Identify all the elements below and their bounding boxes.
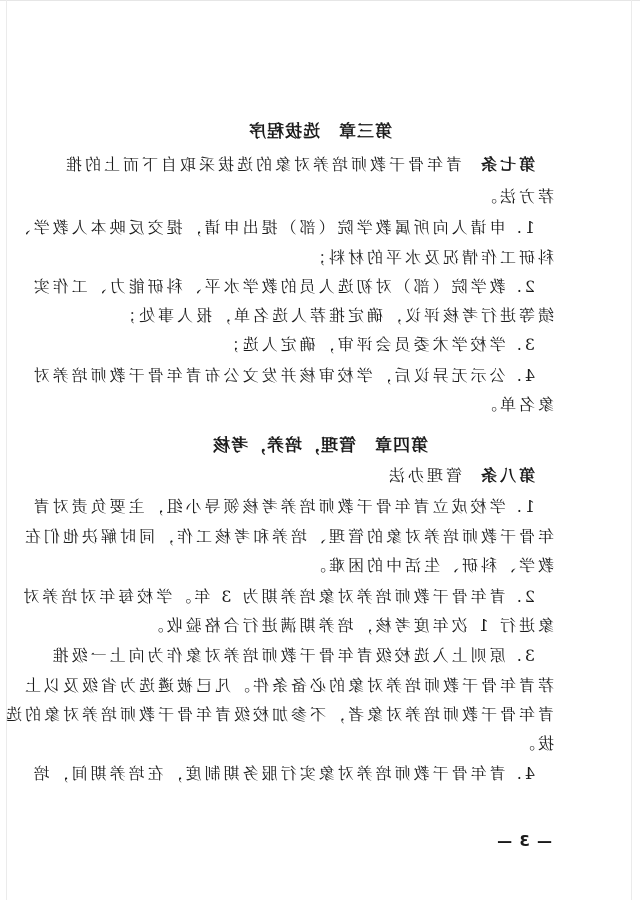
article-8-line	[386, 466, 535, 486]
ch4-item-2-line-1: 2. 青年骨干教师培养对象培养期为 3 年。学校每年对培养对	[20, 587, 535, 606]
chapter-3-title: 第三章 选拔程序	[248, 122, 392, 142]
ch4-item-1-line-3: 教学、科研、生活中的困难。	[306, 556, 554, 575]
ch3-item-4-line-1: 4. 公示无异议后，学校审核并发文公布青年骨干教师培养对	[30, 366, 535, 385]
ch3-item-2-line-1: 2. 教学院（部）对初选人员的教学水平、科研能力、工作实	[30, 277, 535, 296]
ch3-item-1-line-2: 科研工作情况及水平的材料；	[306, 248, 554, 267]
chapter-4-title: 第四章 管理，培养，考核	[212, 436, 428, 456]
article-8-label: 第八条	[477, 466, 535, 485]
ch4-item-3-line-2: 荐青年骨干教师培养对象的必备条件。凡已被遴选为省级及以上	[21, 676, 554, 695]
article-7-line	[63, 155, 535, 175]
article-8-text: 管理办法	[385, 466, 462, 485]
article-7-label: 第七条	[477, 155, 535, 174]
ch3-item-3-line-1: 3. 学校学术委员会评审，确定人选；	[220, 335, 535, 354]
ch3-item-2-line-2: 绩等进行考核评议，确定推荐人选名单，报人事处；	[116, 306, 554, 325]
ch4-item-3-line-3: 青年骨干教师培养对象者，不参加校级青年骨干教师培养对象的选	[2, 705, 554, 724]
page-number: — 3 —	[496, 832, 552, 850]
ch4-item-3-line-4: 拔。	[515, 734, 554, 753]
ch3-item-1-line-1: 1. 申请人向所属教学院（部）提出申请，提交反映本人教学、	[11, 218, 535, 237]
article-7-text: 青年骨干教师培养对象的选拔采取自下而上的推	[62, 155, 462, 174]
ch4-item-3-line-1: 3. 原则上入选校级青年骨干教师培养对象作为向上一级推	[49, 646, 535, 665]
article-7-text-cont: 荐方法。	[477, 187, 554, 206]
ch4-item-4-line-1: 4. 青年骨干教师培养对象实行服务期制度，在培养期间，培	[30, 764, 535, 783]
page-border-top	[0, 0, 640, 1]
ch4-item-1-line-1: 1. 学校成立青年骨干教师培养考核领导小组，主要负责对青	[30, 497, 535, 516]
ch4-item-2-line-2: 象进行 1 次年度考核，培养期满进行合格验收。	[144, 616, 554, 635]
ch3-item-4-line-2: 象名单。	[477, 395, 554, 414]
ch4-item-1-line-2: 年骨干教师培养对象的管理、培养和考核工作，同时解决他们在	[21, 527, 554, 546]
